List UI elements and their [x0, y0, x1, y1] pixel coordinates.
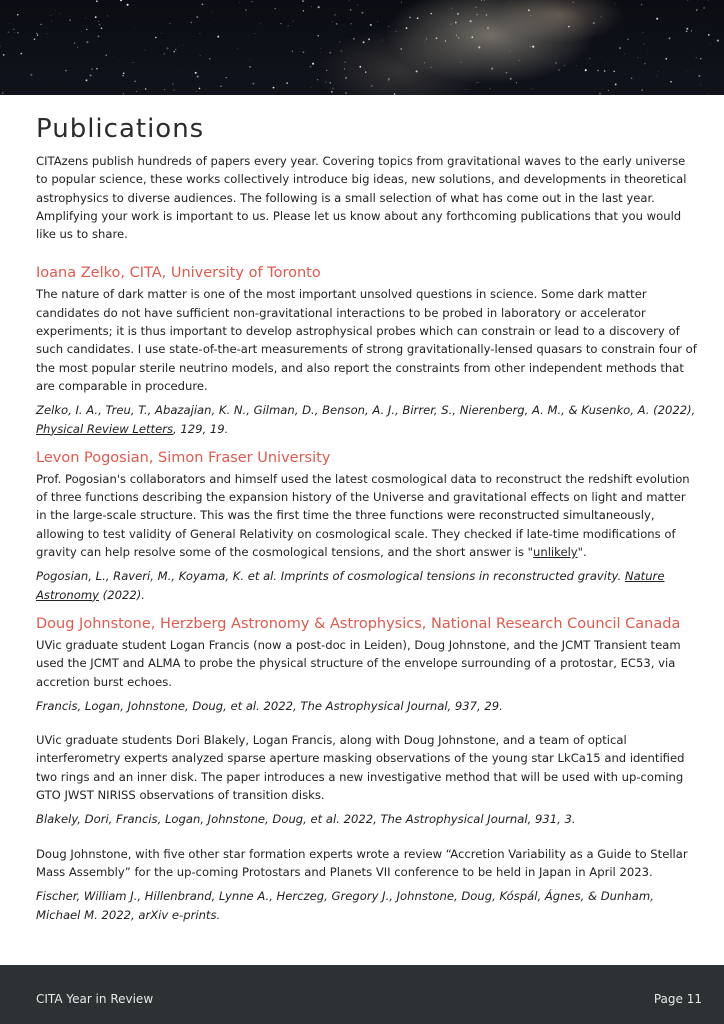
- body-text: Prof. Pogosian's collaborators and himself used the latest cosmological data to reconstruct the redshift evolution of three functions describing the expansion history of the Universe and gravitational effects on light and matter in the large-scale structure. This was the first time the three functions were reconstructed simultaneously, allowing to test validity of General Relativity on cosmological scale. They checked if late-time modifications of gravity can help resolve some of the cosmological tensions, and the short answer is ": [36, 471, 690, 560]
- page-footer: [0, 965, 724, 1024]
- footer-title: CITA Year in Review: [36, 992, 154, 1006]
- main-content: [36, 112, 698, 924]
- section-pogosian: [36, 448, 698, 604]
- citation: [36, 401, 698, 438]
- citation: [36, 567, 698, 604]
- section-title: Ioana Zelko, CITA, University of Toronto: [36, 265, 321, 282]
- stars-image: [0, 0, 724, 95]
- entry: [36, 731, 698, 828]
- citation-text: Zelko, I. A., Treu, T., Abazajian, K. N., Gilman, D., Benson, A. J., Birrer, S., Nierenberg, A. M., & Kusenko, A. (2022),: [36, 403, 696, 418]
- entry-body: Doug Johnstone, with five other star formation experts wrote a review “Accretion Variability as a Guide to Stellar Mass Assembly” for the up-coming Protostars and Planets VII conference to be held in Japan in April 2023.: [36, 846, 688, 879]
- entry: [36, 845, 698, 924]
- section-zelko: [36, 263, 698, 437]
- section-title: Levon Pogosian, Simon Fraser University: [36, 449, 331, 466]
- entry-body: UVic graduate students Dori Blakely, Logan Francis, along with Doug Johnstone, and a team of optical interferometry experts analyzed sparse aperture masking observations of the young star LkCa15 and identified two rings and an inner disk. The paper introduces a new investigative method that will be used with up-coming GTO JWST NIRISS observations of transition disks.: [36, 733, 685, 803]
- journal-link[interactable]: Nature Astronomy: [36, 569, 665, 602]
- entry: [36, 636, 698, 715]
- body-text-end: ".: [577, 545, 587, 560]
- section-title: Doug Johnstone, Herzberg Astronomy & Astrophysics, National Research Council Canada: [36, 615, 681, 632]
- journal-link[interactable]: Physical Review Letters: [36, 421, 174, 436]
- page-title: Publications: [36, 114, 205, 144]
- intro-paragraph: CITAzens publish hundreds of papers every year. Covering topics from gravitational waves to the early universe to popular science, these works collectively introduce big ideas, new solutions, and developments in theoretical astrophysics to diverse audiences. The following is a small selection of what has come out in the last year. Amplifying your work is important to us. Please let us know about any forthcoming publications that you would like us to share.: [36, 154, 687, 242]
- section-body: [36, 470, 698, 561]
- page-number: Page 11: [653, 992, 702, 1006]
- unlikely-link[interactable]: unlikely: [533, 545, 578, 560]
- section-johnstone: [36, 614, 698, 924]
- citation-text-end: (2022).: [98, 587, 145, 602]
- section-body: The nature of dark matter is one of the most important unsolved questions in science. Some dark matter candidates do not have sufficient non-gravitational interactions to be probed in laboratory or accelerator experiments; it is thus important to develop astrophysical probes which can constrain or lead to a discovery of such candidates. I use state-of-the-art measurements of strong gravitationally-lensed quasars to constrain four of the most popular sterile neutrino models, and also report the constraints from other independent methods that are comparable in procedure.: [36, 287, 697, 393]
- citation: Blakely, Dori, Francis, Logan, Johnstone, Doug, et al. 2022, The Astrophysical Journal, 931, 3.: [36, 812, 576, 827]
- citation-text-end: , 129, 19.: [173, 421, 229, 436]
- starfield-banner: [0, 0, 724, 95]
- citation: Francis, Logan, Johnstone, Doug, et al. 2022, The Astrophysical Journal, 937, 29.: [36, 698, 503, 713]
- citation-text: Pogosian, L., Raveri, M., Koyama, K. et al. Imprints of cosmological tensions in reconstructed gravity.: [36, 569, 625, 584]
- entry-body: UVic graduate student Logan Francis (now a post-doc in Leiden), Doug Johnstone, and the JCMT Transient team used the JCMT and ALMA to probe the physical structure of the envelope surrounding of a protostar, EC53, via accretion burst echoes.: [36, 637, 681, 689]
- citation: Fischer, William J., Hillenbrand, Lynne A., Herczeg, Gregory J., Johnstone, Doug, Kóspál, Ágnes, & Dunham, Michael M. 2022, arXiv e-prints.: [36, 889, 654, 922]
